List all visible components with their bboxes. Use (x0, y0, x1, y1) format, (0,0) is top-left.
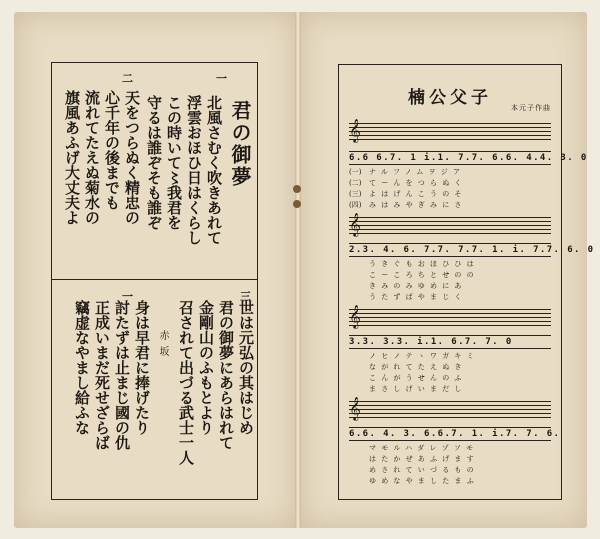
binding-hole (293, 200, 301, 208)
lyric-line: めされていづるもの (369, 466, 479, 474)
verse-line: 討たずは止まじ國の仇 (113, 300, 131, 450)
verse-line: 金剛山のふもとより (197, 300, 215, 435)
verse-line: 心千年の後までも (103, 90, 121, 210)
verse-line: 浮雲おほひ日はくらし (185, 95, 203, 245)
music-staff (349, 304, 551, 328)
sheet-music (338, 64, 595, 500)
music-staff (349, 118, 551, 142)
verse-line: 正成いまだ死せざらば (93, 300, 111, 450)
lyric-line: ゆめなやましたまふ (369, 477, 479, 485)
treble-clef-icon: 𝄞 (349, 396, 361, 420)
book-spine (295, 12, 301, 528)
section-subtitle: 赤坂 (157, 330, 168, 362)
lyric-line: (一) ナルフノムヲジア (349, 168, 466, 176)
lyric-line: (二) てーんをつらぬく (349, 179, 467, 187)
verse-number-4: 一 (122, 290, 133, 303)
verse-number-1: 一 (216, 72, 227, 85)
lyric-line: うたずばやまじく (369, 293, 467, 301)
verse-line: 守るは誰ぞそも誰ぞ (145, 95, 163, 230)
verse-line: 身は早君に捧げたり (133, 300, 151, 435)
verse-line: 天をつらぬく精忠の (123, 90, 141, 225)
music-staff (349, 212, 551, 236)
song-title: 楠公父子 (408, 88, 492, 108)
verse-line: 世は元弘の其はじめ (237, 300, 255, 435)
lyric-line: ながれてたえぬき (369, 363, 467, 371)
treble-clef-icon: 𝄞 (349, 212, 361, 236)
poem-title: 君の御夢 (228, 100, 252, 188)
verse-line: 旗風あふげ大丈夫よ (63, 90, 81, 225)
lyric-line: (三) よはげんこうのそ (349, 190, 467, 198)
section-divider (52, 279, 257, 280)
verse-line: 流れてたえぬ菊水の (83, 90, 101, 225)
lyric-line: うきぐもおほひひは (369, 260, 479, 268)
lyric-line: マモルハダレゾソモ (369, 444, 479, 452)
verse-number-2: 二 (122, 72, 133, 85)
treble-clef-icon: 𝄞 (349, 304, 361, 328)
lyric-line: ノヒノテヽワガキミ (369, 352, 479, 360)
lyric-line: まさしげいまだし (369, 385, 467, 393)
numbered-notation: 6.6 6.7. 1 i.1. 7.7. 6.6. 4.4. 3. 0 (349, 153, 588, 163)
lyric-line: こーころちとせのの (369, 271, 479, 279)
verse-line: 君の御夢にあらはれて (217, 300, 235, 450)
verse-number-3: 三 (240, 290, 251, 303)
verse-line: 召されて出づる武士一人 (177, 300, 195, 465)
binding-hole (293, 185, 301, 193)
lyric-line: こんがうせんのふ (369, 374, 467, 382)
music-staff (349, 396, 551, 420)
lyric-line: はたかぜあふげます (369, 455, 479, 463)
verse-line: この時いて〻我君を (165, 95, 183, 230)
treble-clef-icon: 𝄞 (349, 118, 361, 142)
verse-line: 北風さむく吹きあれて (205, 95, 223, 245)
lyric-line: (四) みはみやぎみにさ (349, 201, 467, 209)
composer-credit: 本元子作曲 (511, 104, 551, 112)
lyric-line: きみのみゆめにあ (369, 282, 467, 290)
numbered-notation: 3.3. 3.3. i.1. 6.7. 7. 0 (349, 335, 551, 349)
verse-line: 竊虚なやまし給ふな (73, 300, 91, 435)
numbered-notation: 2.3. 4. 6. 7.7. 7.7. 1. i. 7.7. 6. 0 (349, 245, 595, 255)
numbered-notation: 6.6. 4. 3. 6.6.7. 1. i.7. 7. 6. (349, 429, 561, 439)
